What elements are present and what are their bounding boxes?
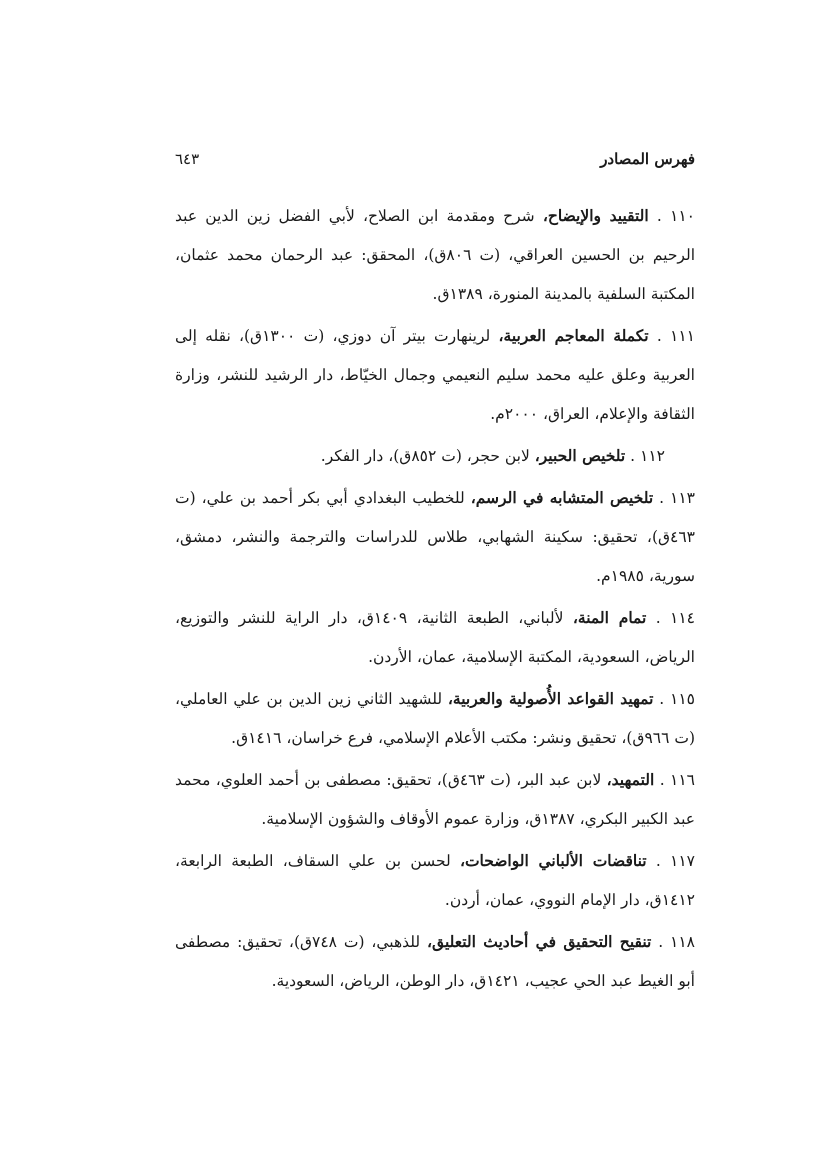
running-title: فهرس المصادر (600, 150, 695, 168)
entry-title: تلخيص المتشابه في الرسم، (470, 488, 654, 507)
entry-title: تمهيد القواعد الأُصولية والعربية، (447, 689, 654, 708)
entry-body: لحسن بن علي السقاف، الطبعة الرابعة، ١٤١٢ق، دار الإمام النووي، عمان، أردن. (175, 852, 695, 909)
bibliography-entry (175, 478, 695, 596)
bibliography-entry (175, 841, 695, 920)
entry-body: لألباني، الطبعة الثانية، ١٤٠٩ق، دار الراية للنشر والتوزيع، الرياض، السعودية، المكتبة الإسلامية، عمان، الأردن. (175, 609, 695, 666)
entry-body: لرينهارت بيتر آن دوزي، (ت ١٣٠٠ق)، نقله إلى العربية وعلق عليه محمد سليم النعيمي وجمال الخيّاط، دار الرشيد للنشر، وزارة الثقافة والإعلام، العراق، ٢٠٠٠م. (175, 327, 695, 423)
entry-title: التقييد والإيضاح، (542, 206, 649, 225)
bibliography-entry (175, 316, 695, 434)
entry-body: لابن حجر، (ت ٨٥٢ق)، دار الفكر. (320, 447, 530, 465)
entry-number: ١١٨ . (658, 933, 695, 951)
entry-title: تنقيح التحقيق في أحاديث التعليق، (427, 932, 652, 951)
entry-title: تلخيص الحبير، (534, 446, 626, 465)
bibliography-entry (175, 679, 695, 758)
bibliography-entry (175, 436, 695, 476)
entry-body: للذهبي، (ت ٧٤٨ق)، تحقيق: مصطفى أبو الغيط عبد الحي عجيب، ١٤٢١ق، دار الوطن، الرياض، السعودية. (175, 933, 695, 990)
page-number: ٦٤٣ (175, 150, 200, 168)
entry-title: تناقضات الألباني الواضحات، (459, 851, 647, 870)
entry-number: ١١١ . (656, 327, 696, 345)
entry-body: شرح ومقدمة ابن الصلاح، لأبي الفضل زين الدين عبد الرحيم بن الحسين العراقي، (ت ٨٠٦ق)، المحقق: عبد الرحمان محمد عثمان، المكتبة السلفية بالمدينة المنورة، ١٣٨٩ق. (175, 207, 696, 303)
entry-number: ١١٧ . (655, 852, 695, 870)
entry-number: ١١٤ . (655, 609, 695, 627)
entry-title: تمام المنة، (572, 608, 647, 627)
entry-number: ١١٢ . (630, 447, 665, 465)
bibliography-entry (175, 760, 695, 839)
entry-number: ١١٣ . (659, 489, 695, 507)
page-header (175, 150, 695, 190)
entry-body: للخطيب البغدادي أبي بكر أحمد بن علي، (ت ٤٦٣ق)، تحقيق: سكينة الشهابي، طلاس للدراسات والترجمة والنشر، دمشق، سورية، ١٩٨٥م. (175, 489, 695, 585)
entry-body: للشهيد الثاني زين الدين بن علي العاملي، (ت ٩٦٦ق)، تحقيق ونشر: مكتب الأعلام الإسلامي، فرع خراسان، ١٤١٦ق. (175, 690, 695, 747)
bibliography-entry (175, 598, 695, 677)
entry-body: لابن عبد البر، (ت ٤٦٣ق)، تحقيق: مصطفى بن أحمد العلوي، محمد عبد الكبير البكري، ١٣٨٧ق، وزارة عموم الأوقاف والشؤون الإسلامية. (175, 771, 695, 828)
bibliography-entry (175, 922, 695, 1001)
entry-number: ١١٦ . (659, 771, 695, 789)
entry-title: تكملة المعاجم العربية، (498, 326, 649, 345)
entry-number: ١١٥ . (659, 690, 695, 708)
document-page (175, 150, 695, 1003)
entry-number: ١١٠ . (656, 207, 696, 225)
bibliography-entry (175, 196, 695, 314)
bibliography-list (175, 196, 695, 1001)
entry-title: التمهيد، (606, 770, 655, 789)
